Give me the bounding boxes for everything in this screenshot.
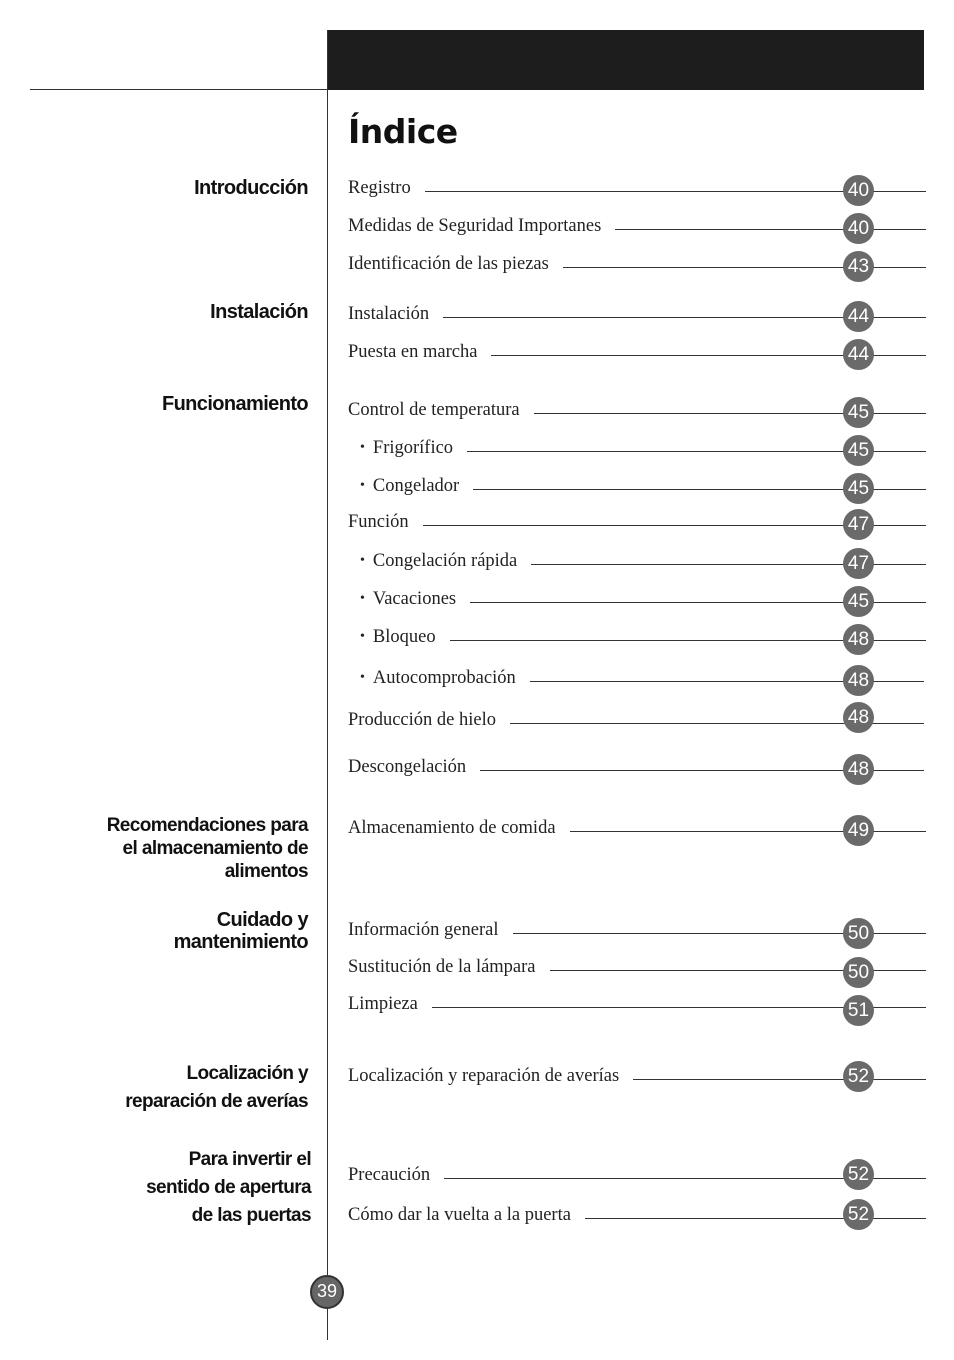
page-badge: 50 [843, 957, 874, 988]
toc-entry-text: Producción de hielo [348, 710, 496, 730]
toc-entry-text: Registro [348, 178, 411, 198]
toc-entry-label [348, 303, 433, 325]
toc-entry-label [348, 511, 413, 533]
toc-entry-label [348, 919, 503, 941]
page-badge: 52 [843, 1061, 874, 1092]
toc-entry-label [348, 177, 415, 199]
page-badge: 43 [843, 251, 874, 282]
page-badge: 45 [843, 435, 874, 466]
header-bar [328, 30, 924, 90]
toc-entry-text: Información general [348, 920, 499, 940]
toc-entry-label [348, 1065, 623, 1087]
toc-entry-text: Autocomprobación [372, 668, 516, 688]
page-number: 39 [310, 1275, 344, 1309]
toc-entry-label [348, 993, 422, 1015]
toc-entry-text: Limpieza [348, 994, 418, 1014]
toc-entry-label [348, 215, 605, 237]
toc-entry-text: Instalación [348, 304, 430, 324]
leader-line [585, 1218, 926, 1219]
section-heading-instalacion: Instalación [210, 301, 308, 323]
section-heading-invertir: Para invertir el sentido de apertura de las puertas [146, 1149, 311, 1226]
page-badge: 50 [843, 918, 874, 949]
toc-entry-text: Medidas de Seguridad Importanes [348, 216, 602, 236]
toc-entry-label [360, 437, 457, 459]
page-title: Índice [348, 112, 458, 151]
page-badge: 45 [843, 473, 874, 504]
page-badge: 49 [843, 815, 874, 846]
toc-entry-text: Control de temperatura [348, 400, 520, 420]
page-badge: 44 [843, 339, 874, 370]
toc-entry-label [360, 550, 521, 572]
header-rule [30, 89, 328, 90]
page-badge: 40 [843, 213, 874, 244]
toc-entry-label [348, 341, 481, 363]
toc-entry-label [348, 756, 470, 778]
toc-entry-label [348, 1204, 575, 1226]
page-badge: 48 [843, 702, 874, 733]
bullet-icon: • [360, 629, 365, 644]
toc-entry-text: Cómo dar la vuelta a la puerta [348, 1205, 571, 1225]
toc-entry-text: Sustitución de la lámpara [348, 957, 536, 977]
bullet-icon: • [360, 591, 365, 606]
toc-entry-label [348, 1164, 434, 1186]
page-badge: 47 [843, 509, 874, 540]
section-heading-cuidado: Cuidado y mantenimiento [173, 909, 308, 953]
page-badge: 45 [843, 586, 874, 617]
page-badge: 48 [843, 624, 874, 655]
toc-entry-text: Descongelación [348, 757, 467, 777]
toc-entry-label [360, 588, 460, 610]
section-heading-localizacion: Localización y reparación de averías [125, 1063, 308, 1112]
toc-entry-text: Congelador [372, 476, 460, 496]
toc-entry-text: Localización y reparación de averías [348, 1066, 620, 1086]
page-badge: 44 [843, 301, 874, 332]
bullet-icon: • [360, 670, 365, 685]
bullet-icon: • [360, 553, 365, 568]
page-badge: 45 [843, 397, 874, 428]
page-badge: 51 [843, 995, 874, 1026]
bullet-icon: • [360, 440, 365, 455]
toc-entry-text: Congelación rápida [372, 551, 518, 571]
section-heading-recomendaciones: Recomendaciones para el almacenamiento de alimentos [106, 815, 308, 882]
toc-entry-text: Frigorífico [372, 438, 454, 458]
page-badge: 47 [843, 548, 874, 579]
toc-entry-text: Bloqueo [372, 627, 436, 647]
toc-entry-label [348, 399, 524, 421]
toc-entry-label [360, 626, 440, 648]
page-badge: 52 [843, 1159, 874, 1190]
toc-entry-label [348, 253, 553, 275]
column-divider [327, 30, 328, 1340]
toc-entry-text: Precaución [348, 1165, 431, 1185]
toc-entry-text: Puesta en marcha [348, 342, 478, 362]
toc-entry-text: Función [348, 512, 409, 532]
page-badge: 52 [843, 1199, 874, 1230]
toc-entry-label [348, 956, 540, 978]
toc-entry-text: Almacenamiento de comida [348, 818, 556, 838]
toc-entry-text: Vacaciones [372, 589, 457, 609]
leader-line [615, 229, 926, 230]
toc-entry-label [360, 667, 520, 689]
page-badge: 48 [843, 754, 874, 785]
toc-entry-label [360, 475, 463, 497]
page-badge: 48 [843, 665, 874, 696]
section-heading-introduccion: Introducción [194, 177, 308, 199]
toc-entry-label [348, 709, 500, 731]
toc-entry-label [348, 817, 560, 839]
section-heading-funcionamiento: Funcionamiento [161, 393, 308, 415]
leader-line [633, 1079, 926, 1080]
bullet-icon: • [360, 478, 365, 493]
page-badge: 40 [843, 175, 874, 206]
toc-entry-text: Identificación de las piezas [348, 254, 549, 274]
